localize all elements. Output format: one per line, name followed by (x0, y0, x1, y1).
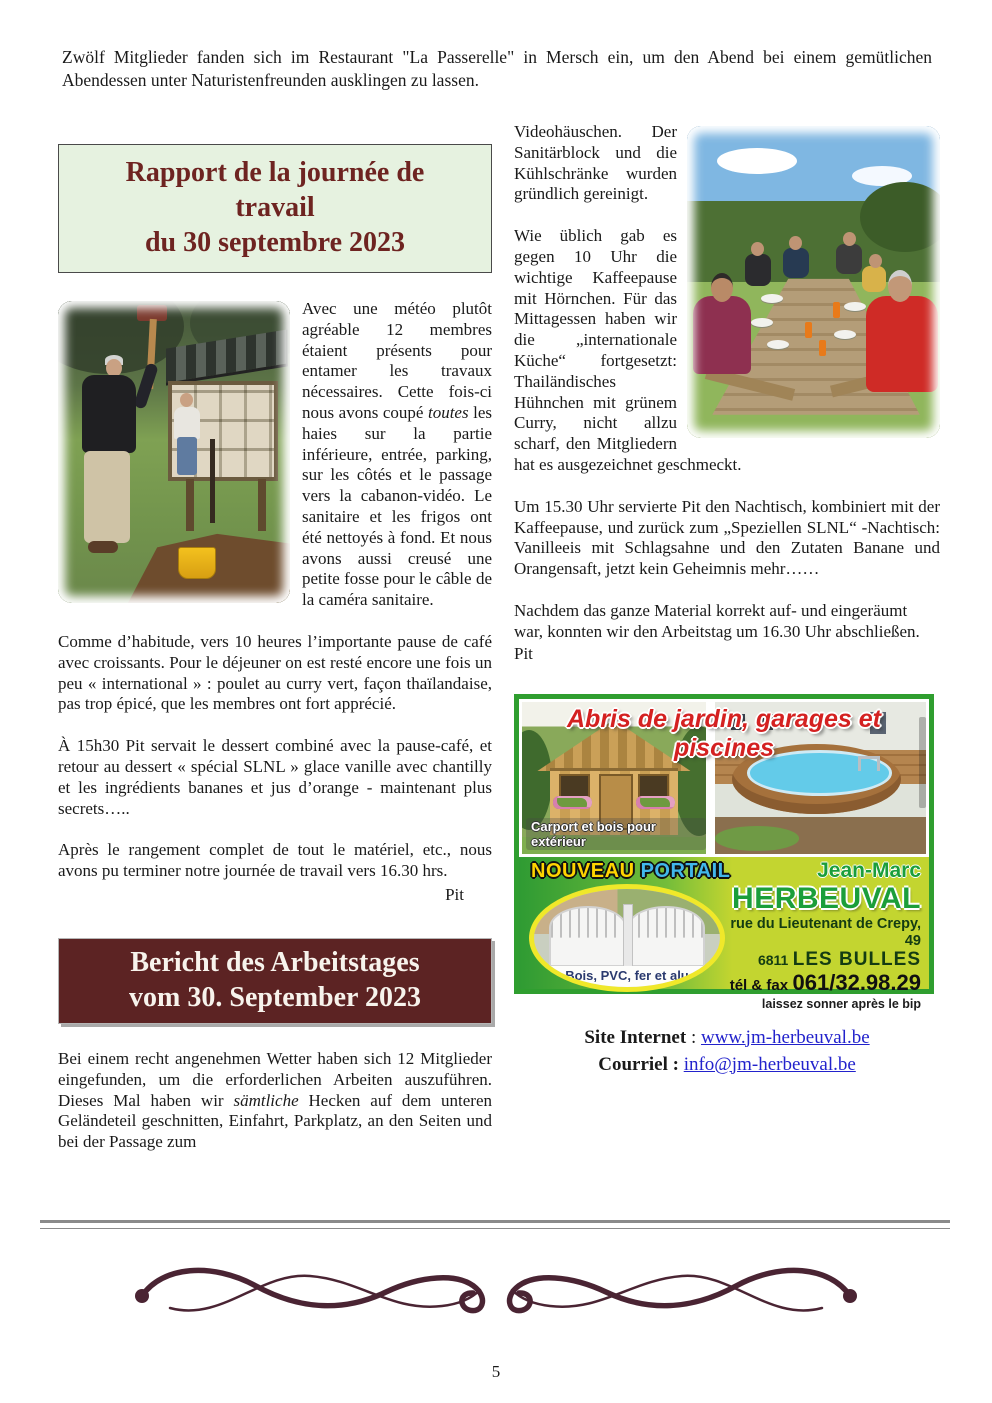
heading-line: Bericht des Arbeitstages (130, 946, 420, 978)
flower-box (553, 796, 592, 810)
ad-first-name: Jean-Marc (817, 858, 921, 882)
shed-window (638, 774, 670, 798)
second-worker (174, 407, 200, 439)
de-right-paragraph-1: Videohäuschen. Der Sanitärblock und die Kühlschränke wurden gründlich gereinigt. (514, 122, 677, 204)
right-column (514, 122, 940, 1153)
worker-shoe (88, 541, 118, 553)
ad-note: laissez sonner après le bip (761, 996, 921, 1011)
second-worker-jeans (177, 437, 197, 475)
member-head (711, 273, 733, 302)
member (836, 244, 862, 274)
ad-address: rue du Lieutenant de Crepy, 49 (730, 915, 921, 949)
member-head (869, 254, 882, 268)
intro-paragraph: Zwölf Mitglieder fanden sich im Restaurant "La Passerelle" in Mersch ein, um den Abend bei einem gemütlichen Abendessen unter Naturistenfreunden ausklingen zu lassen. (62, 47, 932, 90)
heading-line: travail (235, 192, 315, 223)
ad-phone-line (721, 971, 921, 997)
plate (844, 302, 866, 311)
flower-box (636, 796, 675, 810)
ad-city-line (721, 950, 921, 971)
ad-photo-strip (519, 699, 929, 857)
grass-patch (715, 826, 799, 850)
double-horizontal-rule (40, 1220, 950, 1229)
german-report-heading-box (58, 938, 492, 1024)
member (783, 248, 809, 278)
juice-bottle (819, 340, 826, 356)
ad-contact-block (721, 859, 921, 1011)
member (745, 254, 771, 286)
juice-bottle (805, 322, 812, 338)
nouveau-portail-label (531, 860, 730, 883)
worker-shirt (82, 375, 136, 453)
de-right-paragraph-2: Wie üblich gab es gegen 10 Uhr die wichtige Kaffeepause mit Hörnchen. Für das Mittagessen haben wir die „internationale Küche“ fortgesetzt: Thailändisches Hühnchen mit grünem Curry, nicht allzu scharf, den Mitgliedern hat es ausgezeichnet geschmeckt. (514, 226, 742, 474)
plate (761, 294, 783, 303)
member-head (789, 236, 802, 250)
gate-caption: Bois, PVC, fer et alu (534, 966, 720, 987)
website-link[interactable]: www.jm-herbeuval.be (700, 1026, 870, 1048)
de-para1-text: Hecken auf dem unteren Geländeteil geschnitten, Einfahrt, Parkplatz, an den Seiten und bei der Passage zum (58, 1090, 492, 1152)
shed-caption: Carport et bois pour extérieur (526, 818, 706, 850)
fr-paragraph-4: Après le rangement complet de tout le matériel, etc., nous avons pu terminer notre journée de travail vers 16.30 hrs. (58, 840, 492, 881)
herbeuval-advertisement (514, 694, 934, 1011)
digging-bar (210, 439, 215, 523)
heading-line: vom 30. September 2023 (129, 981, 421, 1013)
ad-phone-label: tél & fax (729, 976, 789, 994)
juice-bottle (833, 302, 840, 318)
member-head (843, 232, 856, 246)
member-head (751, 242, 764, 256)
member (862, 266, 886, 292)
fr-paragraph-2: Comme d’habitude, vers 10 heures l’importante pause de café avec croissants. Pour le déjeuner on est resté encore une fois un peu « international » : poulet au curry vert, façon thaïlandaise, pas trop épicé, que les membres ont fort apprécié. (58, 631, 492, 714)
fr-para1-text: Avec une météo plutôt agréable 12 membres étaient présents pour entamer les travaux nécessaires. Cette fois-ci nous avons coupé (302, 299, 492, 422)
ad-last-name: HERBEUVAL (732, 881, 921, 915)
plate (767, 340, 789, 349)
board-leg (186, 479, 194, 531)
heading-line: Rapport de la journée de (125, 157, 425, 188)
gate-panel (627, 906, 705, 967)
de-signature: Pit (514, 643, 533, 663)
fr-para1-text: les haies sur la partie inférieure, entrée, parking, sur les côtés et le passage vers la cabanon-vidéo. Le sanitaire et les frigos ont été nettoyés à fond. Et nous avons aussi creusé une petite fosse pour le câble de la caméra sanitaire. (302, 402, 492, 610)
email-link[interactable]: info@jm-herbeuval.be (683, 1053, 856, 1075)
ad-city: LES BULLES (792, 948, 921, 970)
page-number: 5 (491, 1362, 501, 1381)
ad-postal-code: 6811 (757, 951, 789, 968)
de-paragraph-1 (58, 1049, 492, 1153)
gate-panel (549, 906, 627, 967)
website-line (514, 1024, 940, 1051)
work-day-digging-photo (58, 301, 290, 603)
ad-lower-strip (519, 857, 929, 1011)
heading-line: du 30 septembre 2023 (144, 227, 406, 258)
gate-post (623, 904, 632, 967)
fr-para1-italic: toutes (427, 402, 469, 422)
plate (751, 318, 773, 327)
portail-text: PORTAIL (640, 859, 731, 882)
member-head (888, 270, 912, 302)
gate-oval-photo (529, 884, 725, 992)
french-report-heading-box (58, 144, 492, 273)
board-leg (258, 479, 266, 531)
plate (834, 330, 856, 339)
ad-headline: Abris de jardin, garages et piscines (567, 704, 881, 762)
shed-window (559, 774, 591, 798)
de-para1-text: Bei einem recht angenehmen Wetter haben sich 12 Mitglieder eingefunden, um die erforderlichen Arbeiten auszuführen. Dieses Mal haben wir (58, 1048, 492, 1110)
email-label: Courriel : (598, 1053, 679, 1075)
de-para1-italic: sämtliche (233, 1090, 299, 1110)
fr-paragraph-3: À 15h30 Pit servait le dessert combiné avec la pause-café, et retour au dessert « spécial SLNL » glace vanille avec chantilly et les ingrédients bananes et jus d’orange - maintenant plus secrets….. (58, 736, 492, 818)
fr-signature: Pit (445, 884, 464, 904)
decorative-flourish (0, 1248, 992, 1326)
member-red-jacket (866, 296, 938, 392)
de-right-paragraph-3: Um 15.30 Uhr servierte Pit den Nachtisch, kombiniert mit der Kaffeepause, und zurück zum „Speziellen SLNL“ -Nachtisch: Vanilleeis mit Schlagsahne und den Zutaten Banane und Orangensaft, jetzt kein Geheimnis mehr…… (514, 496, 940, 579)
website-label: Site Internet (584, 1026, 687, 1048)
contact-links (514, 1024, 940, 1078)
ad-phone-number: 061/32.98.29 (792, 969, 921, 995)
picnic-table-photo (687, 126, 940, 438)
two-column-layout (58, 122, 940, 1153)
flourish-svg (126, 1248, 866, 1326)
de-right-paragraph-4: Nachdem das ganze Material korrekt auf- und eingeräumt war, konnten wir den Arbeitstag um 16.30 Uhr abschließen. (514, 600, 920, 641)
nouveau-text: NOUVEAU (531, 859, 635, 882)
cloud (717, 148, 797, 174)
email-line (514, 1051, 940, 1078)
member-maroon-shirt (693, 296, 751, 374)
worker-pants (84, 451, 130, 543)
second-worker-head (180, 393, 193, 407)
separator: : (686, 1026, 701, 1048)
yellow-bucket (178, 547, 216, 579)
left-column (58, 122, 492, 1153)
